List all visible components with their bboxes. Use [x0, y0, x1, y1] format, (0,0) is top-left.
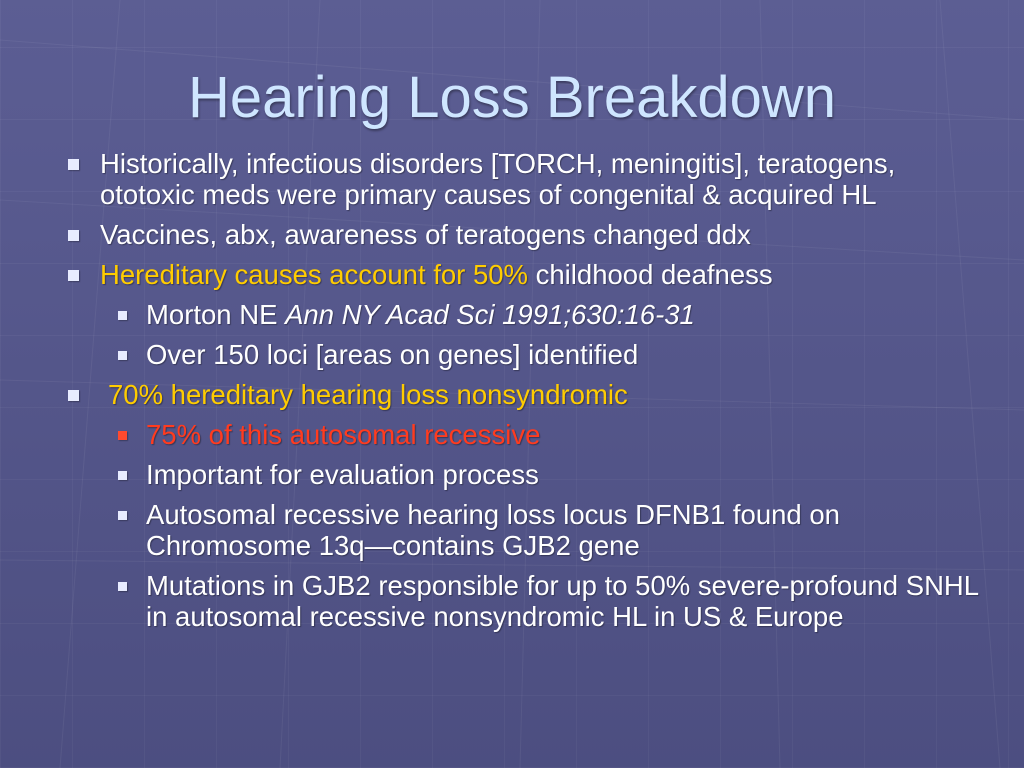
sub-bullet-item [62, 299, 982, 330]
square-bullet-icon [68, 390, 79, 401]
sub-bullet-item [62, 570, 982, 632]
bullet-red-text: 75% of this autosomal recessive [146, 419, 541, 450]
citation-journal: Ann NY Acad Sci 1991;630:16-31 [285, 299, 695, 330]
bullet-item [62, 379, 982, 410]
slide-title: Hearing Loss Breakdown [187, 65, 837, 130]
bullet-item [62, 259, 982, 290]
sub-bullet-item [62, 339, 982, 370]
square-bullet-icon [118, 582, 127, 591]
square-bullet-icon [68, 159, 79, 170]
slide-content [62, 148, 982, 641]
square-bullet-icon [118, 351, 127, 360]
sub-bullet-item [62, 499, 926, 561]
citation-prefix: Morton NE [146, 299, 286, 330]
bullet-highlight-text: 70% hereditary hearing loss nonsyndromic [108, 379, 628, 410]
bullet-text: childhood deafness [528, 259, 773, 290]
bullet-text: Important for evaluation process [146, 459, 539, 490]
square-bullet-icon [68, 270, 79, 281]
bullet-text: Mutations in GJB2 responsible for up to 50% severe-profound SNHL in autosomal recessive nonsyndromic HL in US & Europe [146, 570, 979, 632]
bullet-text: Vaccines, abx, awareness of teratogens changed ddx [100, 219, 751, 250]
bullet-list [62, 148, 982, 632]
bullet-highlight-text: Hereditary causes account for 50% [100, 259, 528, 290]
bullet-text: Over 150 loci [areas on genes] identified [146, 339, 639, 370]
red-square-bullet-icon [118, 431, 127, 440]
square-bullet-icon [118, 471, 127, 480]
bullet-text: Historically, infectious disorders [TORCH, meningitis], teratogens, ototoxic meds were primary causes of congenital & acquired HL [100, 148, 896, 210]
sub-bullet-item [62, 419, 982, 450]
bullet-item [62, 148, 982, 210]
square-bullet-icon [118, 511, 127, 520]
bullet-item [62, 219, 982, 250]
bullet-text: Autosomal recessive hearing loss locus DFNB1 found on Chromosome 13q—contains GJB2 gene [146, 499, 840, 561]
sub-bullet-item [62, 459, 982, 490]
square-bullet-icon [118, 311, 127, 320]
square-bullet-icon [68, 230, 79, 241]
